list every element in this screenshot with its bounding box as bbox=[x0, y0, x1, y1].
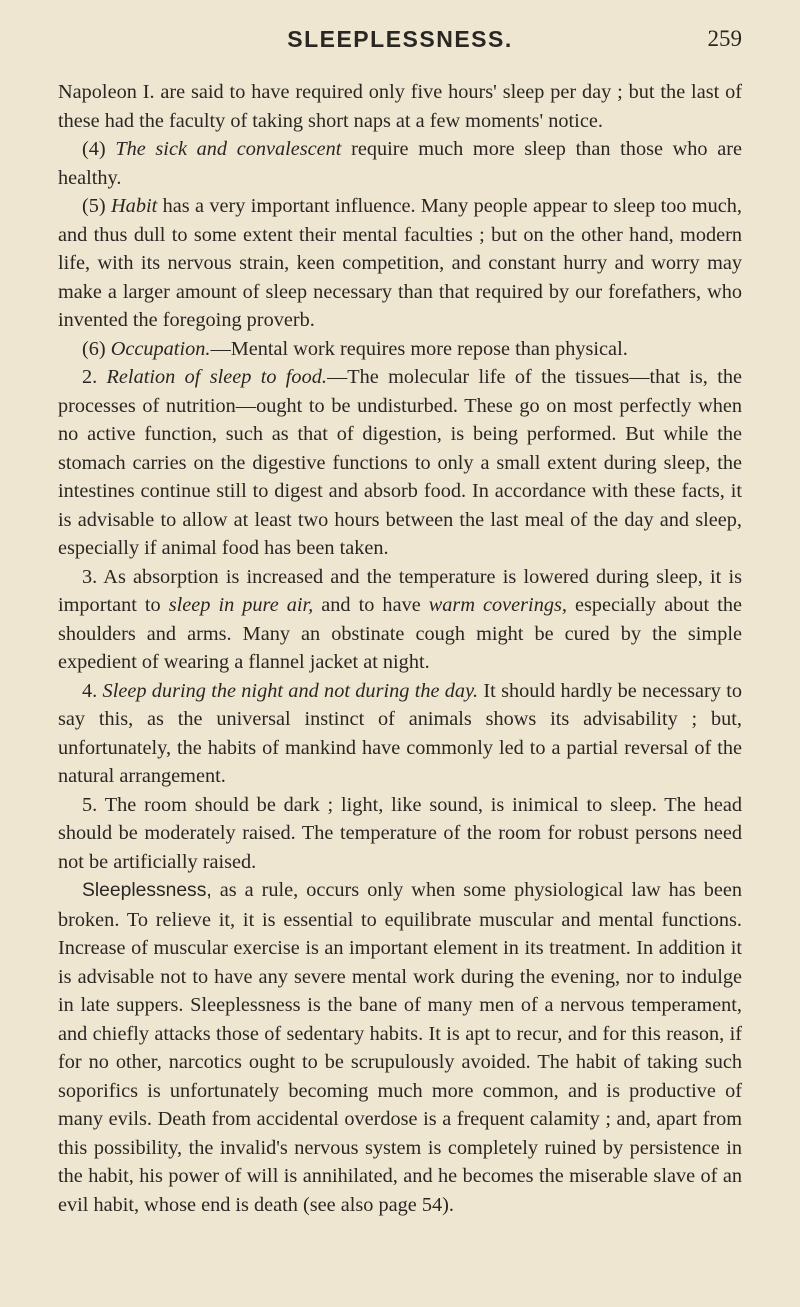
italic-heading: Relation of sleep to food. bbox=[106, 366, 327, 388]
paragraph-pure-air bbox=[58, 563, 742, 677]
italic-phrase: warm coverings, bbox=[428, 594, 567, 616]
section-lead: Sleeplessness, bbox=[82, 880, 212, 901]
paragraph-text: and to have bbox=[321, 594, 421, 616]
paragraph-text: require much more sleep than those who are healthy. bbox=[58, 138, 742, 189]
paragraph-text: The room should be dark ; light, like sound, is inimical to sleep. The head should be moderately raised. The temperature of the room for robust persons need not be artificially raised. bbox=[58, 793, 742, 873]
running-title: SLEEPLESSNESS. bbox=[287, 26, 513, 52]
page-header bbox=[58, 26, 742, 78]
item-number: (5) bbox=[82, 195, 106, 217]
italic-heading: Occupation. bbox=[110, 337, 211, 360]
italic-phrase: sleep in pure air, bbox=[168, 594, 314, 616]
paragraph-sleep-food bbox=[58, 363, 742, 563]
paragraph-habit bbox=[58, 192, 742, 335]
paragraph-text: As absorption is increased and the temperature is lowered during sleep, it is important to bbox=[58, 565, 743, 616]
italic-heading: Habit bbox=[111, 195, 158, 217]
paragraph-text: It should hardly be necessary to say this, as the universal instinct of animals shows its advisability ; but, unfortunately, the habits of mankind have commonly led to a partial reversal of the natural arrangement. bbox=[58, 679, 742, 787]
paragraph-occupation bbox=[58, 335, 742, 364]
paragraph-text: especially about the shoulders and arms. Many an obstinate cough might be cured by the simple expedient of wearing a flannel jacket at night. bbox=[58, 594, 742, 673]
paragraph-text: as a rule, occurs only when some physiological law has been broken. To relieve it, it is essential to equilibrate muscular and mental functions. Increase of muscular exercise is an important element in its treatment. In addition it is advisable not to have any severe mental work during the evening, nor to indulge in late suppers. Sleeplessness is the bane of many men of a nervous temperament, and chiefly attacks those of sedentary habits. It is apt to recur, and for this reason, if for no other, narcotics ought to be scrupulously avoided. The habit of taking such soporifics is unfortunately becoming much more common, and is productive of many evils. Death from accidental overdose is a frequent calamity ; and, apart from this possibility, the invalid's nervous system is completely ruined by persistence in the habit, his power of will is annihilated, and he becomes the miserable slave of an evil habit, whose end is death (see also page 54). bbox=[58, 879, 743, 1216]
paragraph-text: —The molecular life of the tissues—that is, the processes of nutrition—ought to be undisturbed. These go on most perfectly when no active function, such as that of digestion, is being performed. But while the stomach carries on the digestive functions to only a small extent during sleep, the intestines continue still to digest and absorb food. In accordance with these facts, it is advisable to allow at least two hours between the last meal of the day and sleep, especially if animal food has been taken. bbox=[58, 366, 742, 559]
page-number: 259 bbox=[707, 26, 742, 51]
paragraph-sick-convalescent bbox=[58, 135, 742, 192]
item-number: 4. bbox=[82, 679, 98, 702]
item-number: 3. bbox=[82, 565, 98, 588]
item-number: (6) bbox=[82, 337, 106, 360]
paragraph-dark-room bbox=[58, 791, 742, 877]
paragraph-text: —Mental work requires more repose than physical. bbox=[210, 337, 628, 360]
item-number: (4) bbox=[82, 138, 106, 160]
item-number: 5. bbox=[82, 793, 98, 816]
body-text bbox=[58, 78, 742, 1219]
paragraph-text: Napoleon I. are said to have required only five hours' sleep per day ; but the last of these had the faculty of taking short naps at a few moments' notice. bbox=[58, 81, 742, 132]
paragraph-napoleon bbox=[58, 78, 742, 135]
paragraph-sleep-night bbox=[58, 677, 742, 791]
italic-heading: Sleep during the night and not during the day. bbox=[102, 679, 479, 702]
item-number: 2. bbox=[82, 366, 98, 388]
paragraph-sleeplessness bbox=[58, 876, 742, 1219]
paragraph-text: has a very important influence. Many people appear to sleep too much, and thus dull to some extent their mental faculties ; but on the other hand, modern life, with its nervous strain, keen competition, and constant hurry and worry may make a larger amount of sleep necessary than that required by our forefathers, who invented the foregoing proverb. bbox=[58, 195, 742, 331]
italic-heading: The sick and convalescent bbox=[115, 138, 342, 160]
